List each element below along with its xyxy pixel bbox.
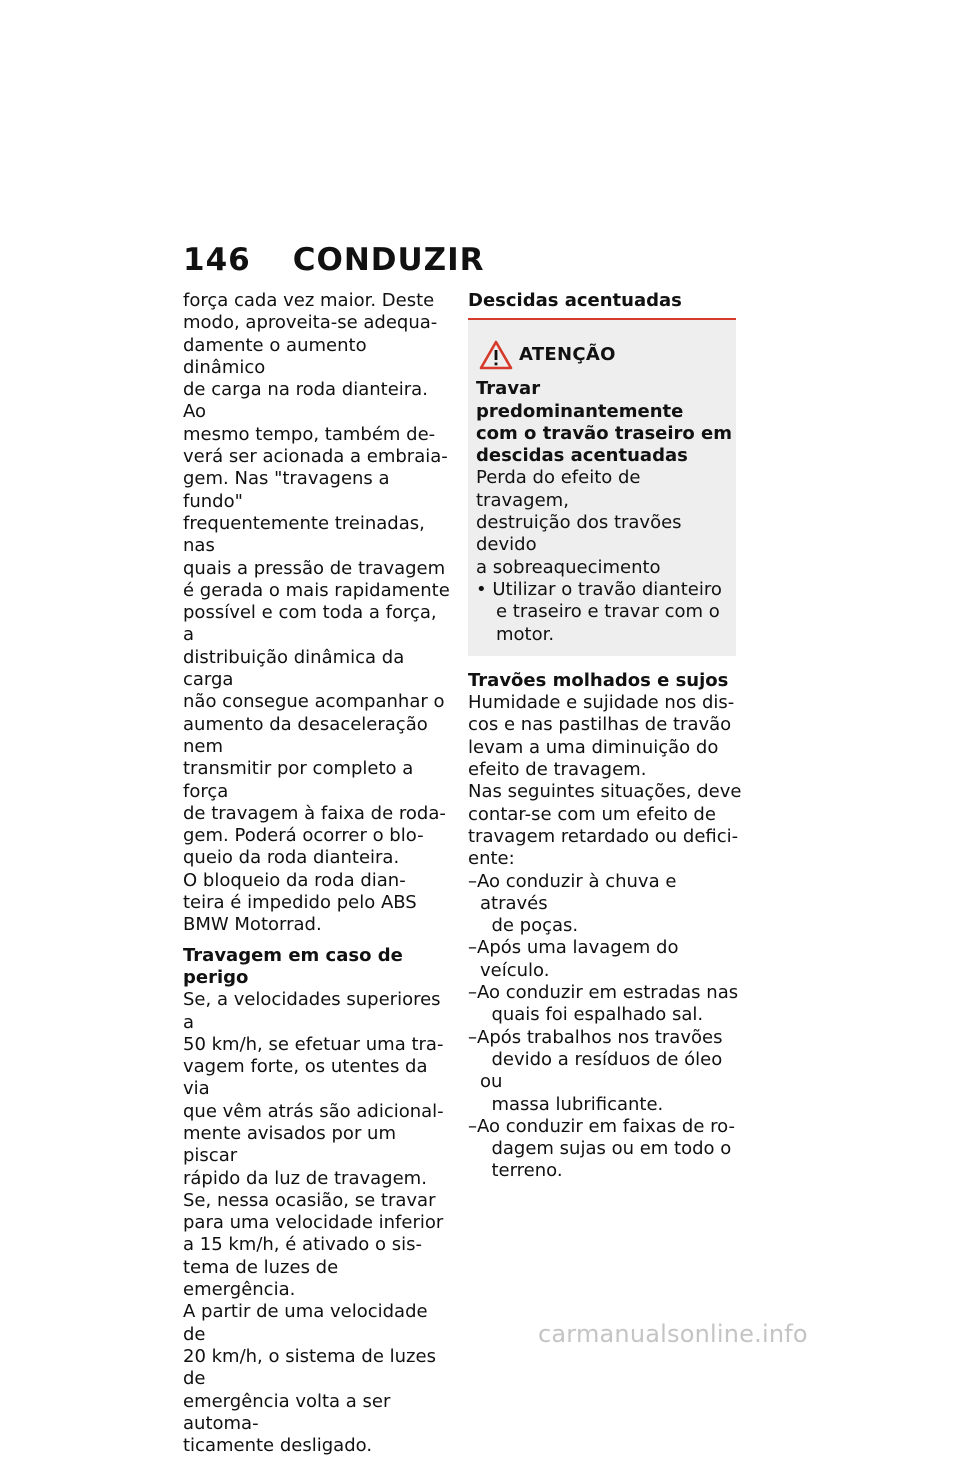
text-line: Nas seguintes situações, deve [468,781,742,803]
text-line: emergência volta a ser automa- [183,1390,391,1434]
text-line: efeito de travagem. [468,759,647,781]
text-line: cos e nas pastilhas de travão [468,714,732,736]
chapter-title: CONDUZIR [292,242,485,278]
text-line: ticamente desligado. [183,1435,373,1457]
wet-paragraph-2 [468,781,742,870]
right-column [468,290,742,1183]
text-line: gem. Poderá ocorrer o blo- [183,825,424,847]
warning-action-text: Utilizar o travão dianteiro e traseiro e travar com o motor. [492,578,722,645]
text-line: aumento da desaceleração nem [183,713,428,757]
wet-paragraph-1 [468,692,742,781]
text-line: a 15 km/h, é ativado o sis- [183,1234,422,1256]
warning-triangle-icon [479,340,513,370]
wet-brakes-heading: Travões molhados e sujos [468,669,729,691]
text-line: força cada vez maior. Deste [183,290,435,311]
text-line: O bloqueio da roda dian- [183,869,406,891]
text-line: rápido da luz de travagem. [183,1167,427,1189]
intro-paragraph [183,290,453,870]
text-line: destruição dos travões devido [476,512,682,556]
text-line: a sobreaquecimento [476,556,661,578]
text-line: Humidade e sujidade nos dis- [468,692,735,714]
text-line: com o travão traseiro em [476,422,733,444]
text-line: vagem forte, os utentes da via [183,1056,428,1100]
text-line: queio da roda dianteira. [183,847,400,869]
list-item: –Ao conduzir em faixas de ro- dagem sujas ou em todo o terreno. [468,1115,736,1182]
warning-title: ATENÇÃO [519,344,616,366]
text-line: transmitir por completo a força [183,758,414,802]
text-line: Se, nessa ocasião, se travar [183,1189,436,1211]
text-line: mente avisados por um piscar [183,1122,397,1167]
text-line: descidas acentuadas [476,445,688,467]
page-number: 146 [183,242,251,278]
text-line: quais a pressão de travagem [183,557,446,579]
danger-paragraph-2 [183,1190,453,1301]
list-item: –Após uma lavagem do veículo. [468,937,679,981]
list-item: –Ao conduzir em estradas nas quais foi espalhado sal. [468,982,739,1026]
text-line: ente: [468,848,515,870]
text-line: não consegue acompanhar o [183,691,445,713]
text-line: 20 km/h, o sistema de luzes de [183,1345,436,1390]
list-item: –Após trabalhos nos travões devido a resíduos de óleo ou massa lubrificante. [468,1026,723,1115]
descents-heading: Descidas acentuadas [468,290,682,311]
text-line: contar-se com um efeito de [468,803,716,825]
text-line: frequentemente treinadas, nas [183,512,425,557]
text-line: para uma velocidade inferior [183,1212,444,1234]
text-line: Perda do efeito de travagem, [476,467,641,511]
danger-braking-heading: Travagem em caso de perigo [183,944,403,988]
text-line: gem. Nas "travagens a fundo" [183,468,390,512]
text-line: travagem retardado ou defici- [468,825,739,847]
text-line: é gerada o mais rapidamente [183,579,450,601]
text-line: de travagem à faixa de roda- [183,802,446,824]
left-column [183,290,453,1457]
text-line: verá ser acionada a embraia- [183,446,448,468]
text-line: mesmo tempo, também de- [183,423,436,445]
bullet-marker: • [476,578,487,600]
text-line: levam a uma diminuição do [468,736,719,758]
warning-action [476,579,736,646]
warning-consequence [476,467,736,578]
abs-paragraph [183,870,453,937]
text-line: 50 km/h, se efetuar uma tra- [183,1033,444,1055]
text-line: possível e com toda a força, a [183,602,437,646]
text-line: modo, aproveita-se adequa- [183,312,438,334]
text-line: de carga na roda dianteira. Ao [183,379,428,423]
text-line: BMW Motorrad. [183,914,322,936]
warning-box [468,320,736,656]
situations-list [468,871,742,1183]
text-line: que vêm atrás são adicional- [183,1100,444,1122]
page-header [183,242,485,278]
warning-heading [476,378,736,467]
danger-paragraph-3 [183,1301,453,1457]
text-line: Travar predominantemente [476,378,684,422]
text-line: teira é impedido pelo ABS [183,892,417,914]
list-item: –Ao conduzir à chuva e através de poças. [468,870,677,937]
danger-paragraph-1 [183,989,453,1190]
text-line: tema de luzes de emergência. [183,1256,339,1301]
text-line: A partir de uma velocidade de [183,1301,428,1345]
text-line: Se, a velocidades superiores a [183,989,441,1033]
text-line: damente o aumento dinâmico [183,334,367,378]
text-line: distribuição dinâmica da carga [183,646,405,691]
warning-title-row [476,340,736,370]
watermark: carmanualsonline.info [538,1320,808,1348]
